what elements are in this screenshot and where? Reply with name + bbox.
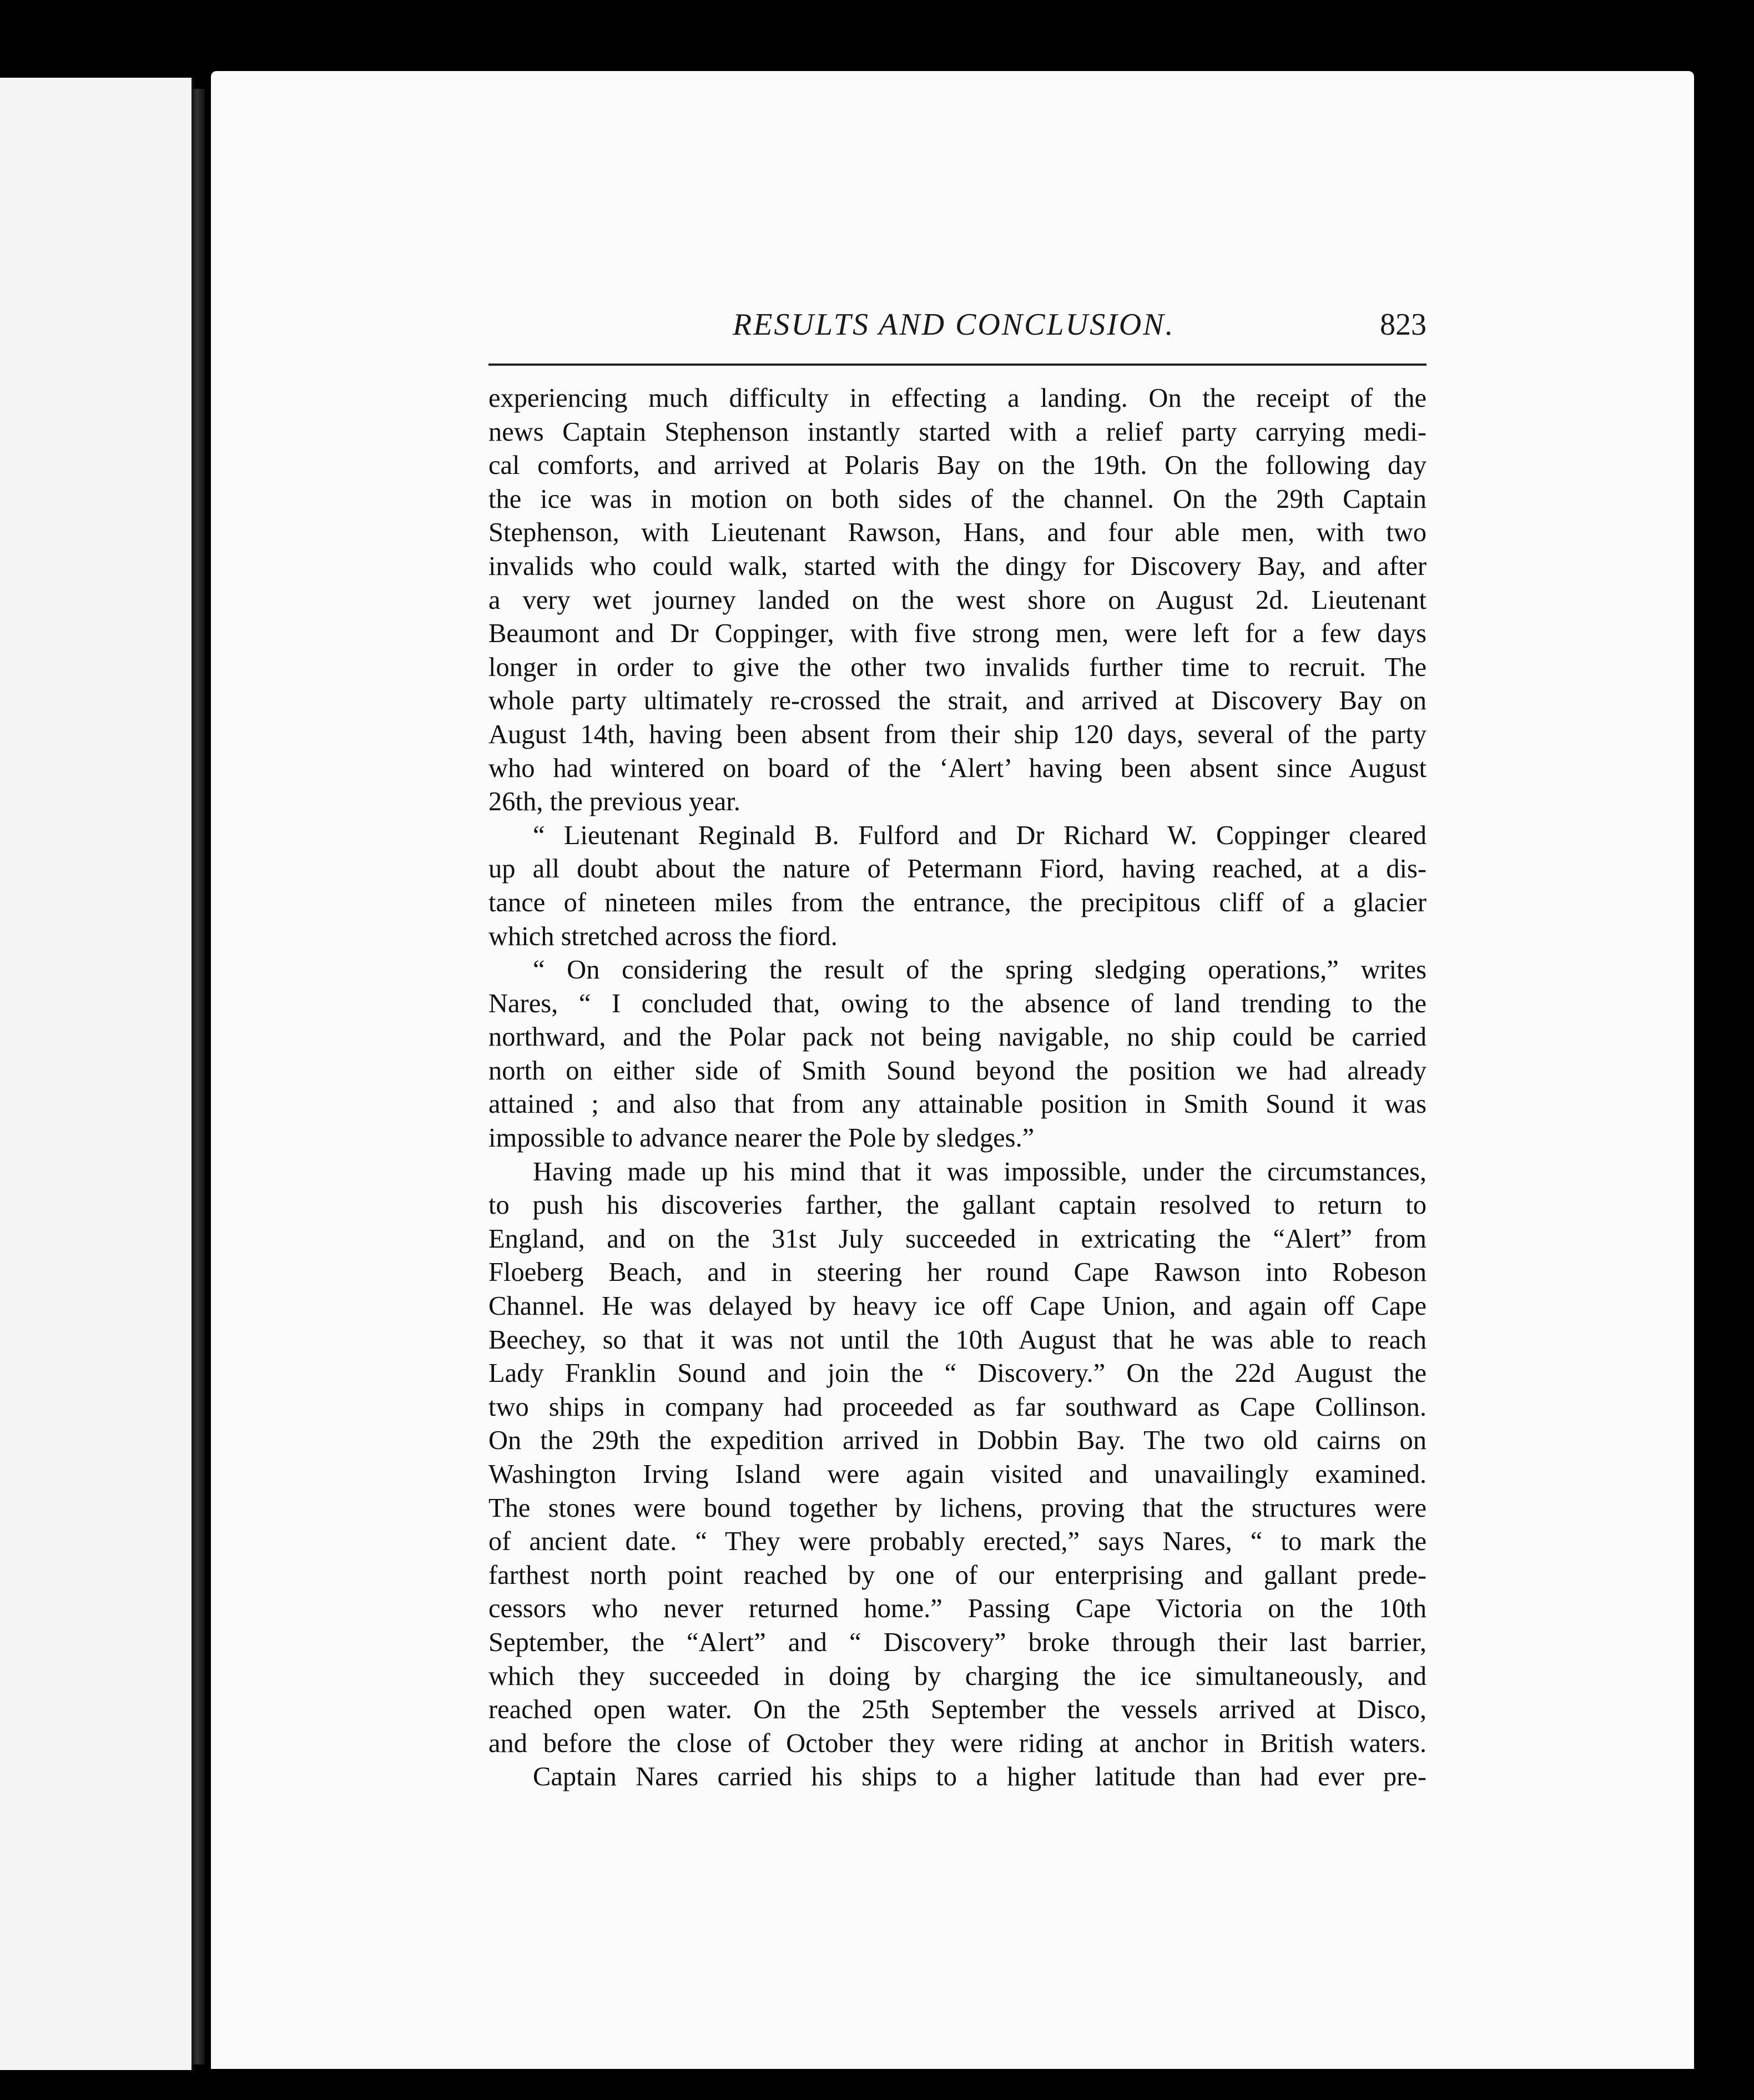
book-spine: [191, 89, 205, 2064]
text-line: which they succeeded in doing by charging the ice simultaneously, and: [488, 1661, 1427, 1691]
text-line: Floeberg Beach, and in steering her round Cape Rawson into Robeson: [488, 1258, 1427, 1288]
text-line: news Captain Stephenson instantly started with a relief party carrying medi-: [488, 417, 1427, 447]
text-line: England, and on the 31st July succeeded in extricating the “Alert” from: [488, 1224, 1427, 1254]
running-title: RESULTS AND CONCLUSION.: [733, 307, 1175, 342]
text-line: Stephenson, with Lieutenant Rawson, Hans, and four able men, with two: [488, 518, 1427, 548]
text-line: Beechey, so that it was not until the 10th August that he was able to reach: [488, 1325, 1427, 1355]
text-line: cal comforts, and arrived at Polaris Bay on the 19th. On the following day: [488, 451, 1427, 481]
text-line: The stones were bound together by lichens, proving that the structures were: [488, 1493, 1427, 1523]
text-line: Beaumont and Dr Coppinger, with five strong men, were left for a few days: [488, 619, 1427, 649]
text-line: and before the close of October they were riding at anchor in British waters.: [488, 1728, 1427, 1758]
page-header: [488, 302, 1427, 358]
body-text: [488, 382, 1427, 1794]
text-line: the ice was in motion on both sides of the channel. On the 29th Captain: [488, 484, 1427, 514]
text-line: Having made up his mind that it was impossible, under the circumstances,: [533, 1157, 1427, 1187]
text-line: experiencing much difficulty in effecting a landing. On the receipt of the: [488, 383, 1427, 413]
text-line: up all doubt about the nature of Petermann Fiord, having reached, at a dis-: [488, 854, 1427, 884]
text-line: northward, and the Polar pack not being navigable, no ship could be carried: [488, 1022, 1427, 1052]
text-line: whole party ultimately re-crossed the strait, and arrived at Discovery Bay on: [488, 686, 1427, 716]
text-line: tance of nineteen miles from the entrance, the precipitous cliff of a glacier: [488, 887, 1427, 917]
page-number: 823: [1380, 307, 1427, 342]
text-line: impossible to advance nearer the Pole by sledges.”: [488, 1123, 1035, 1153]
text-line: invalids who could walk, started with the dingy for Discovery Bay, and after: [488, 551, 1427, 581]
text-line: August 14th, having been absent from their ship 120 days, several of the party: [488, 719, 1427, 749]
header-rule: [488, 364, 1427, 366]
text-line: 26th, the previous year.: [488, 787, 740, 817]
text-line: who had wintered on board of the ‘Alert’ having been absent since August: [488, 753, 1427, 783]
left-page: [0, 78, 194, 2070]
text-line: which stretched across the fiord.: [488, 921, 838, 951]
text-line: reached open water. On the 25th September the vessels arrived at Disco,: [488, 1695, 1427, 1725]
text-line: Captain Nares carried his ships to a higher latitude than had ever pre-: [533, 1762, 1427, 1792]
text-line: of ancient date. “ They were probably erected,” says Nares, “ to mark the: [488, 1527, 1427, 1557]
text-line: a very wet journey landed on the west shore on August 2d. Lieutenant: [488, 585, 1427, 615]
text-line: “ Lieutenant Reginald B. Fulford and Dr Richard W. Coppinger cleared: [533, 820, 1427, 850]
text-line: September, the “Alert” and “ Discovery” broke through their last barrier,: [488, 1627, 1427, 1657]
text-line: Nares, “ I concluded that, owing to the absence of land trending to the: [488, 988, 1427, 1018]
text-line: Washington Irving Island were again visited and unavailingly examined.: [488, 1460, 1427, 1489]
text-line: farthest north point reached by one of our enterprising and gallant prede-: [488, 1560, 1427, 1590]
text-line: north on either side of Smith Sound beyond the position we had already: [488, 1056, 1427, 1086]
text-line: Lady Franklin Sound and join the “ Discovery.” On the 22d August the: [488, 1359, 1427, 1389]
text-line: to push his discoveries farther, the gallant captain resolved to return to: [488, 1190, 1427, 1220]
text-line: “ On considering the result of the spring sledging operations,” writes: [533, 955, 1427, 985]
text-line: cessors who never returned home.” Passing Cape Victoria on the 10th: [488, 1594, 1427, 1624]
text-line: On the 29th the expedition arrived in Dobbin Bay. The two old cairns on: [488, 1426, 1427, 1456]
text-line: attained ; and also that from any attainable position in Smith Sound it was: [488, 1089, 1427, 1119]
text-line: Channel. He was delayed by heavy ice off Cape Union, and again off Cape: [488, 1291, 1427, 1321]
text-line: longer in order to give the other two invalids further time to recruit. The: [488, 652, 1427, 682]
text-line: two ships in company had proceeded as far southward as Cape Collinson.: [488, 1392, 1427, 1422]
